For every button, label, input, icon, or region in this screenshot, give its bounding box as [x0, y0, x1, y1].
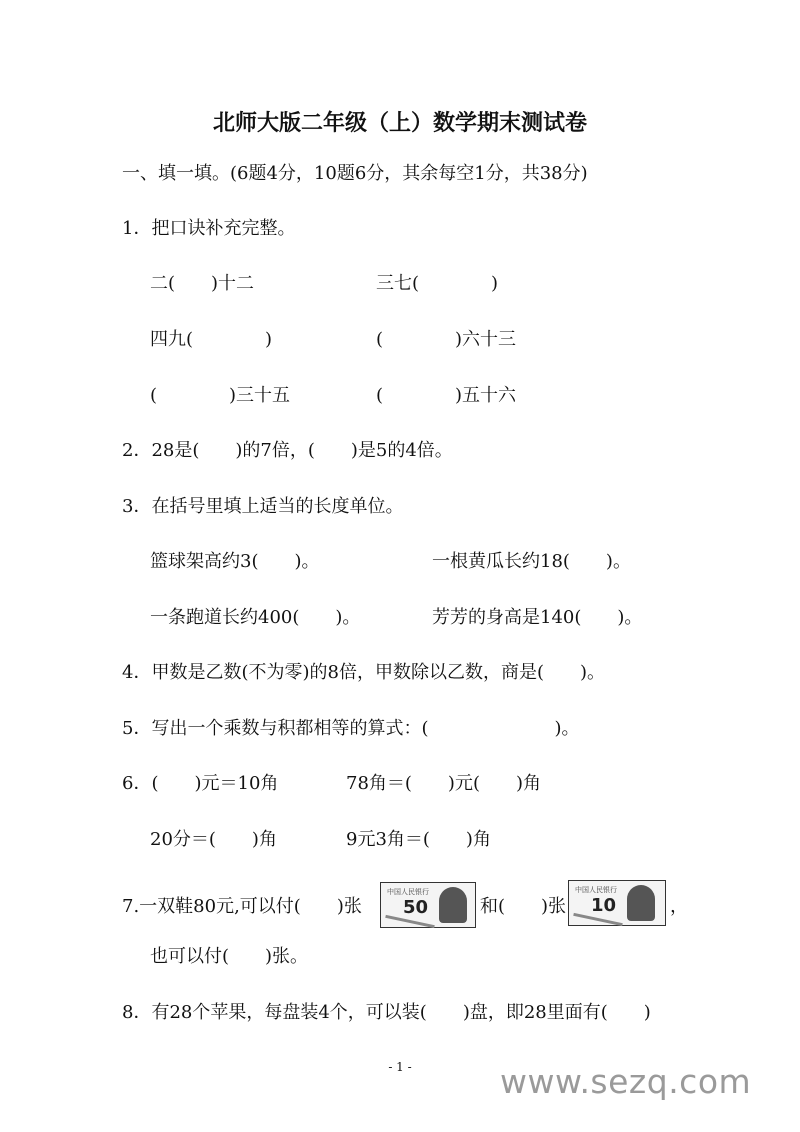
bill-value: 50: [403, 897, 429, 918]
q1-blank-4[interactable]: ( )六十三: [376, 329, 517, 350]
q3-blank-1[interactable]: 篮球架高约3( )。: [150, 551, 320, 572]
q3-blank-3[interactable]: 一条跑道长约400( )。: [150, 607, 361, 628]
q3-blank-2[interactable]: 一根黄瓜长约18( )。: [432, 551, 631, 572]
q7-line-2[interactable]: 也可以付( )张。: [150, 946, 309, 967]
bill-issuer-text: 中国人民银行: [387, 888, 429, 896]
portrait-icon: [439, 887, 467, 923]
page-number: - 1 -: [388, 1060, 412, 1074]
q6-blank-2[interactable]: 78角＝( )元( )角: [346, 773, 541, 794]
q6-blank-3[interactable]: 20分＝( )角: [150, 829, 277, 850]
q6-blank-4[interactable]: 9元3角＝( )角: [346, 829, 491, 850]
q1-blank-6[interactable]: ( )五十六: [376, 385, 517, 406]
watermark: www.sezq.com: [500, 1062, 752, 1101]
question-1: 1．把口诀补充完整。: [122, 218, 296, 239]
portrait-icon: [627, 885, 655, 921]
bill-issuer-text: 中国人民银行: [575, 886, 617, 894]
question-8[interactable]: 8．有28个苹果，每盘装4个，可以装( )盘，即28里面有( ): [122, 1002, 651, 1023]
question-4[interactable]: 4．甲数是乙数(不为零)的8倍，甲数除以乙数，商是( )。: [122, 662, 605, 683]
question-3: 3．在括号里填上适当的长度单位。: [122, 496, 404, 517]
question-2[interactable]: 2．28是( )的7倍，( )是5的4倍。: [122, 440, 453, 461]
question-7[interactable]: 7.一双鞋80元,可以付( )张: [122, 896, 362, 917]
q7-comma: ，: [670, 896, 688, 917]
question-6[interactable]: 6．( )元＝10角: [122, 773, 279, 794]
q7-and-blank[interactable]: 和( )张: [480, 896, 567, 917]
q3-blank-4[interactable]: 芳芳的身高是140( )。: [432, 607, 643, 628]
q1-blank-5[interactable]: ( )三十五: [150, 385, 291, 406]
bill-value: 10: [591, 895, 617, 916]
section-heading: 一、填一填。(6题4分，10题6分，其余每空1分，共38分): [122, 163, 588, 184]
page-title: 北师大版二年级（上）数学期末测试卷: [212, 111, 587, 136]
q1-blank-2[interactable]: 三七( ): [376, 273, 499, 294]
q1-blank-3[interactable]: 四九( ): [150, 329, 273, 350]
q1-blank-1[interactable]: 二( )十二: [150, 273, 255, 294]
fifty-yuan-bill-image: [380, 882, 476, 928]
ten-yuan-bill-image: [568, 880, 666, 926]
question-5[interactable]: 5．写出一个乘数与积都相等的算式：( )。: [122, 718, 580, 739]
